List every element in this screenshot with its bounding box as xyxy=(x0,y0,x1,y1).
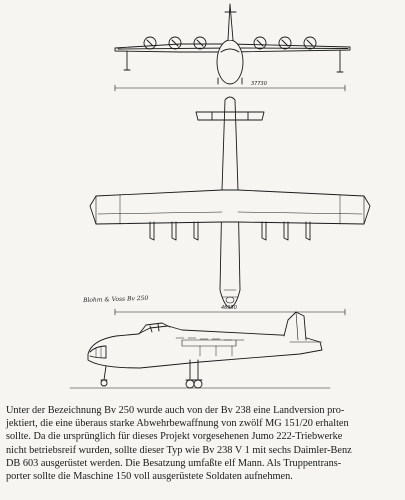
caption-line: Unter der Bezeichnung Bv 250 wurde auch von der Bv 238 eine Landversion pro- xyxy=(6,405,345,416)
top-view-span-label: 46350 xyxy=(221,305,237,311)
drawing-signature: Blohm & Voss Bv 250 xyxy=(82,294,149,305)
front-view-span-label: 37730 xyxy=(251,81,267,87)
front-view xyxy=(115,4,350,91)
caption-paragraph xyxy=(6,404,401,483)
side-view xyxy=(70,312,330,388)
caption-line: nicht betriebsreif wurden, sollte dieser Typ wie Bv 238 V 1 mit sechs Daimler-Benz xyxy=(6,444,352,456)
caption-line: jektiert, die eine überaus starke Abwehrbewaffnung von zwölf MG 151/20 erhalten xyxy=(6,418,349,430)
caption-line: DB 603 ausgerüstet werden. Die Besatzung umfaßte elf Mann. Als Truppentrans- xyxy=(6,457,342,469)
caption-line: sollte. Da die ursprünglich für dieses Projekt vorgesehenen Jumo 222-Triebwerke xyxy=(6,431,343,443)
caption-line: porter sollte die Maschine 150 voll ausgerüstete Soldaten aufnehmen. xyxy=(6,471,293,483)
top-view xyxy=(90,97,370,315)
